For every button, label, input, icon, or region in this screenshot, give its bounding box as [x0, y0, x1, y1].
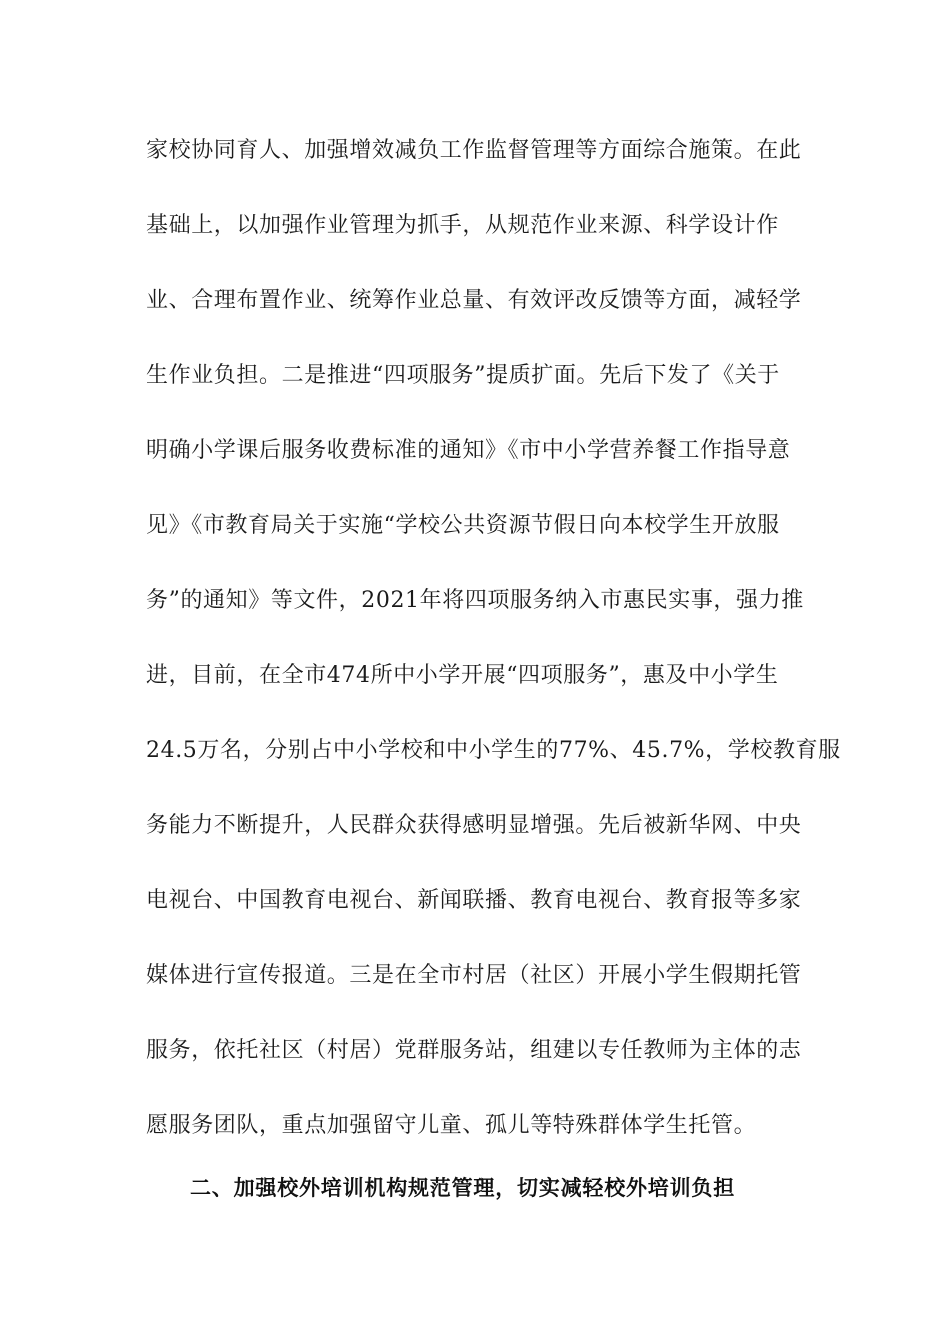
paragraph-line: 24.5万名，分别占中小学校和中小学生的77%、45.7%，学校教育服 — [146, 738, 841, 763]
section-heading: 二、加强校外培训机构规范管理，切实减轻校外培训负担 — [190, 1176, 735, 1200]
paragraph-line: 家校协同育人、加强增效减负工作监督管理等方面综合施策。在此 — [146, 138, 802, 163]
paragraph-line: 电视台、中国教育电视台、新闻联播、教育电视台、教育报等多家 — [146, 888, 802, 913]
paragraph-line: 进，目前，在全市474所中小学开展“四项服务”，惠及中小学生 — [146, 663, 779, 688]
body-paragraph — [146, 128, 841, 1178]
paragraph-line: 媒体进行宣传报道。三是在全市村居（社区）开展小学生假期托管 — [146, 963, 802, 988]
paragraph-line: 基础上，以加强作业管理为抓手，从规范作业来源、科学设计作 — [146, 213, 779, 238]
paragraph-line: 服务，依托社区（村居）党群服务站，组建以专任教师为主体的志 — [146, 1038, 802, 1063]
paragraph-line: 愿服务团队，重点加强留守儿童、孤儿等特殊群体学生托管。 — [146, 1113, 757, 1138]
paragraph-line: 明确小学课后服务收费标准的通知》《市中小学营养餐工作指导意 — [146, 438, 791, 463]
paragraph-line: 生作业负担。二是推进“四项服务”提质扩面。先后下发了《关于 — [146, 363, 780, 388]
paragraph-line: 业、合理布置作业、统筹作业总量、有效评改反馈等方面，减轻学 — [146, 288, 802, 313]
paragraph-line: 务”的通知》等文件，2021年将四项服务纳入市惠民实事，强力推 — [146, 588, 804, 613]
paragraph-line: 务能力不断提升，人民群众获得感明显增强。先后被新华网、中央 — [146, 813, 802, 838]
paragraph-line: 见》《市教育局关于实施“学校公共资源节假日向本校学生开放服 — [146, 513, 780, 538]
